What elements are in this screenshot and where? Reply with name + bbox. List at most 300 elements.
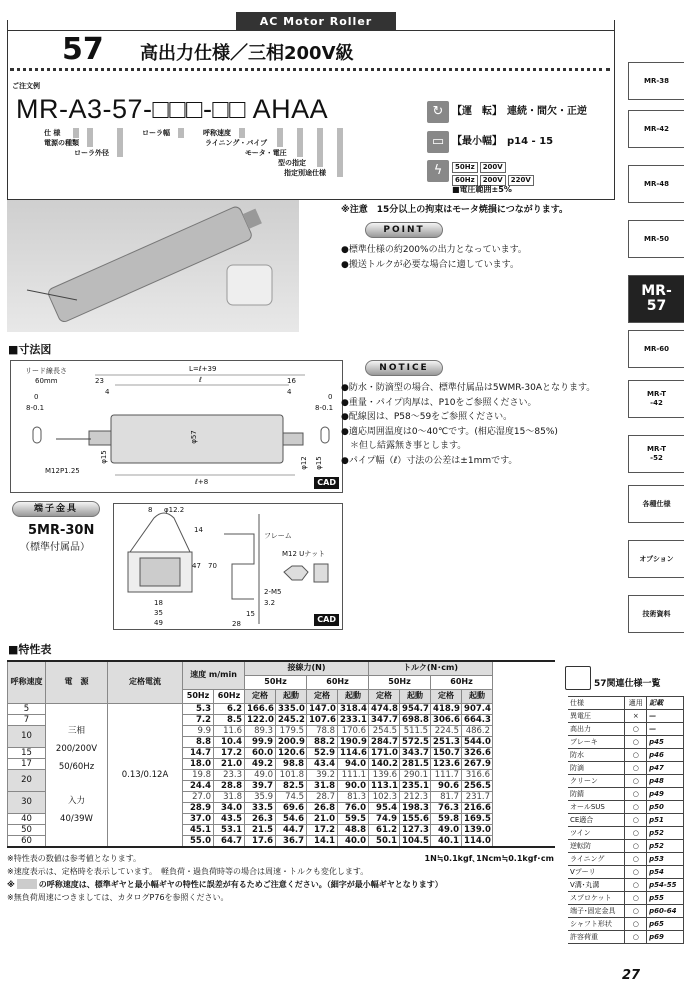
value-cell: 28.9	[183, 802, 214, 813]
value-cell: 24.4	[183, 780, 214, 791]
nav-tab[interactable]: 各種仕様	[628, 485, 684, 523]
value-cell: 245.2	[276, 714, 307, 725]
value-cell: 81.7	[431, 791, 462, 802]
dim-4-left: 4	[105, 388, 110, 396]
value-cell: 40.0	[338, 835, 369, 847]
value-cell: 74.5	[276, 791, 307, 802]
value-cell: 8.8	[183, 736, 214, 747]
series-number: 57	[62, 32, 104, 67]
value-cell: 53.1	[214, 824, 245, 835]
value-cell: 318.4	[338, 703, 369, 714]
col-start: 起動	[276, 689, 307, 703]
value-cell: 290.1	[400, 769, 431, 780]
nav-tab[interactable]: MR- 57	[628, 275, 684, 323]
dim-d15: φ15	[99, 450, 108, 464]
related-cell: p49	[647, 788, 684, 801]
power-cell: 三相 200/200V 50/60Hz 入力 40/39W	[46, 703, 108, 847]
value-cell: 21.0	[307, 813, 338, 824]
order-example-label: ご注文例	[12, 82, 40, 90]
related-heading: 57関連仕様一覧	[594, 679, 661, 689]
related-cell: ○	[625, 853, 647, 866]
value-cell: 26.8	[307, 802, 338, 813]
tol-left-value: 8-0.1	[26, 404, 45, 412]
code-label: 型の指定	[278, 159, 306, 167]
value-cell: 45.1	[183, 824, 214, 835]
table-note: ※無負荷周速につきましては、カタログP76を参照ください。	[7, 893, 229, 902]
value-cell: 21.5	[245, 824, 276, 835]
value-cell: 11.6	[214, 725, 245, 736]
dotted-divider	[10, 68, 610, 71]
code-label: 仕 様	[44, 129, 61, 137]
nav-tab[interactable]: MR-60	[628, 330, 684, 368]
dim-28: 28	[232, 620, 241, 628]
value-cell: 98.8	[276, 758, 307, 769]
nut-label: M12 Uナット	[282, 550, 326, 558]
code-label: ローラ外径	[74, 149, 109, 157]
operation-value: 連続・間欠・正逆	[507, 106, 587, 117]
related-cell: p60-64	[647, 905, 684, 918]
col-tq-60hz: 60Hz	[431, 675, 493, 689]
value-cell: 139.0	[462, 824, 493, 835]
nav-tab[interactable]: MR-48	[628, 165, 684, 203]
col-start: 起動	[338, 689, 369, 703]
related-cell: p69	[647, 931, 684, 944]
col-tq-50hz: 50Hz	[369, 675, 431, 689]
related-cell: ○	[625, 775, 647, 788]
table-heading: ■特性表	[8, 643, 52, 656]
cad-badge[interactable]: CAD	[314, 477, 339, 489]
voltage-range: ■電圧範囲±5%	[452, 185, 512, 194]
code-marker	[73, 128, 79, 138]
page-number: 27	[622, 968, 641, 983]
related-cell: シャフト形状	[568, 918, 625, 931]
related-cell: ブレーキ	[568, 736, 625, 749]
value-cell: 23.3	[214, 769, 245, 780]
value-cell: 21.0	[214, 758, 245, 769]
related-row	[568, 879, 684, 892]
related-cell: ○	[625, 723, 647, 736]
dim-15: 15	[246, 610, 255, 618]
code-marker	[297, 128, 303, 157]
thread-label: M12P1.25	[45, 467, 80, 475]
related-cell: ○	[625, 892, 647, 905]
nominal-speed: 20	[8, 769, 46, 791]
dim-49: 49	[154, 619, 163, 627]
nav-tab[interactable]: オプション	[628, 540, 684, 578]
related-row	[568, 840, 684, 853]
related-cell: CE適合	[568, 814, 625, 827]
code-label: ローラ幅	[142, 129, 170, 137]
related-cell: ○	[625, 788, 647, 801]
value-cell: 343.7	[400, 747, 431, 758]
value-cell: 48.8	[338, 824, 369, 835]
dim-3-2: 3.2	[264, 599, 276, 607]
value-cell: 54.6	[276, 813, 307, 824]
nominal-speed: 50	[8, 824, 46, 835]
value-cell: 212.3	[400, 791, 431, 802]
value-cell: 198.3	[400, 802, 431, 813]
value-cell: 114.0	[462, 835, 493, 847]
dimension-drawing	[10, 360, 343, 493]
value-cell: 88.2	[307, 736, 338, 747]
value-cell: 8.5	[214, 714, 245, 725]
value-cell: 235.1	[400, 780, 431, 791]
related-cell: ○	[625, 749, 647, 762]
code-label: ライニング・パイプ	[205, 139, 268, 147]
nav-tab[interactable]: MR-50	[628, 220, 684, 258]
point-heading: POINT	[365, 222, 443, 238]
related-row	[568, 892, 684, 905]
code-label: 呼称速度	[203, 129, 231, 137]
code-marker	[277, 128, 283, 147]
value-cell: 907.4	[462, 703, 493, 714]
code-label: モータ・電圧	[245, 149, 287, 157]
related-row	[568, 905, 684, 918]
caution-note: ※注意 15分以上の拘束はモータ焼損につながります。	[341, 205, 569, 215]
value-cell: 82.5	[276, 780, 307, 791]
related-cell: p50	[647, 801, 684, 814]
value-cell: 347.7	[369, 714, 400, 725]
value-cell: 49.0	[245, 769, 276, 780]
value-cell: 179.5	[276, 725, 307, 736]
value-cell: 111.1	[338, 769, 369, 780]
related-cell: —	[647, 710, 684, 723]
related-cell: p53	[647, 853, 684, 866]
col-tan-50hz: 50Hz	[245, 675, 307, 689]
value-cell: 76.0	[338, 802, 369, 813]
related-row	[568, 918, 684, 931]
related-cell: スプロケット	[568, 892, 625, 905]
model-code: MR-A3-57-□□□-□□ AHAA	[16, 94, 329, 124]
value-cell: 267.9	[462, 758, 493, 769]
notice-list	[341, 381, 595, 468]
value-cell: 107.6	[307, 714, 338, 725]
notice-item: ●パイプ幅（ℓ）寸法の公差は±1mmです。	[341, 455, 518, 466]
value-cell: 55.0	[183, 835, 214, 847]
nominal-speed: 15	[8, 747, 46, 758]
value-cell: 35.9	[245, 791, 276, 802]
value-cell: 17.6	[245, 835, 276, 847]
width-icon: ▭	[427, 131, 449, 153]
code-label: 電源の種類	[44, 139, 79, 147]
value-cell: 95.4	[369, 802, 400, 813]
related-row	[568, 827, 684, 840]
related-cell: ○	[625, 736, 647, 749]
power-50hz: 50Hz 200V	[452, 158, 508, 173]
col-power: 電 源	[46, 661, 108, 703]
col-speed-60hz: 60Hz	[214, 689, 245, 703]
value-cell: 61.2	[369, 824, 400, 835]
nominal-speed: 5	[8, 703, 46, 714]
value-cell: 14.7	[183, 747, 214, 758]
value-cell: 256.5	[462, 780, 493, 791]
value-cell: 14.1	[307, 835, 338, 847]
related-cell: ○	[625, 840, 647, 853]
related-cell: p47	[647, 762, 684, 775]
value-cell: 544.0	[462, 736, 493, 747]
related-cell: 許容荷重	[568, 931, 625, 944]
table-note: ※特性表の数値は参考値となります。	[7, 854, 142, 863]
code-label: 指定別途仕様	[284, 169, 326, 177]
product-photo	[7, 200, 299, 332]
value-cell: 43.4	[307, 758, 338, 769]
point-list	[341, 243, 527, 272]
related-specs-table	[568, 696, 684, 944]
value-cell: 33.5	[245, 802, 276, 813]
value-cell: 64.7	[214, 835, 245, 847]
value-cell: 37.0	[183, 813, 214, 824]
tol-left: 0	[34, 393, 39, 401]
value-cell: 60.0	[245, 747, 276, 758]
related-row	[568, 801, 684, 814]
page-title: 高出力仕様／三相200V級	[140, 43, 354, 64]
related-cell: p54-55	[647, 879, 684, 892]
value-cell: 954.7	[400, 703, 431, 714]
nav-tab[interactable]: MR-42	[628, 110, 684, 148]
lead-length-value: 60mm	[35, 377, 58, 385]
notice-item: ●重量・パイプ肉厚は、P10をご参照ください。	[341, 397, 537, 408]
related-cell: 端子･固定金具	[568, 905, 625, 918]
table-note: ※ の呼称速度は、標準ギヤと最小幅ギヤの特性に誤差が有るためご注意ください。（細字が最小幅ギヤとなります）	[7, 880, 443, 889]
code-marker	[117, 128, 123, 157]
related-cell: ○	[625, 918, 647, 931]
characteristics-table	[7, 660, 555, 848]
tol-right-value: 8-0.1	[315, 404, 334, 412]
dim-70: 70	[208, 562, 217, 570]
value-cell: 43.5	[214, 813, 245, 824]
value-cell: 127.3	[400, 824, 431, 835]
related-row	[568, 736, 684, 749]
value-cell: 10.4	[214, 736, 245, 747]
value-cell: 104.5	[400, 835, 431, 847]
nav-tab[interactable]: MR-38	[628, 62, 684, 100]
related-cell: Vプーリ	[568, 866, 625, 879]
code-marker	[317, 128, 323, 167]
col-start: 起動	[400, 689, 431, 703]
code-marker	[239, 128, 245, 138]
related-cell: p46	[647, 749, 684, 762]
value-cell: 122.0	[245, 714, 276, 725]
value-cell: 31.8	[307, 780, 338, 791]
code-marker	[178, 128, 184, 138]
dim-4-right: 4	[287, 388, 292, 396]
nav-tab[interactable]: MR-T -42	[628, 380, 684, 418]
value-cell: 6.2	[214, 703, 245, 714]
nav-tab[interactable]: MR-T -52	[628, 435, 684, 473]
dim-8: 8	[148, 506, 153, 514]
dim-l: ℓ	[199, 376, 202, 384]
col-speed: 速度 m/min	[183, 661, 245, 689]
related-cell: ツイン	[568, 827, 625, 840]
code-marker	[87, 128, 93, 147]
value-cell: 5.3	[183, 703, 214, 714]
dim-l8: ℓ+8	[195, 478, 209, 486]
terminal-model: 5MR-30N	[28, 523, 95, 538]
related-cell: オールSUS	[568, 801, 625, 814]
product-banner: AC Motor Roller	[236, 12, 396, 31]
table-row	[8, 703, 555, 714]
value-cell: 78.8	[307, 725, 338, 736]
value-cell: 474.8	[369, 703, 400, 714]
value-cell: 39.2	[307, 769, 338, 780]
notice-item: ●配線図は、P58～59をご参照ください。	[341, 412, 513, 422]
related-cell: ○	[625, 827, 647, 840]
notice-heading: NOTICE	[365, 360, 443, 376]
nominal-speed: 40	[8, 813, 46, 824]
related-cell: p52	[647, 840, 684, 853]
value-cell: 17.2	[214, 747, 245, 758]
value-cell: 18.0	[183, 758, 214, 769]
related-cell: 逆転防	[568, 840, 625, 853]
value-cell: 216.6	[462, 802, 493, 813]
related-cell: ○	[625, 905, 647, 918]
value-cell: 147.0	[307, 703, 338, 714]
related-row	[568, 762, 684, 775]
cad-badge[interactable]: CAD	[314, 614, 339, 626]
dimensions-heading: ■寸法図	[8, 343, 52, 356]
value-cell: 113.1	[369, 780, 400, 791]
dim-35: 35	[154, 609, 163, 617]
col-rated: 定格	[245, 689, 276, 703]
value-cell: 114.6	[338, 747, 369, 758]
related-row	[568, 710, 684, 723]
value-cell: 49.2	[245, 758, 276, 769]
value-cell: 19.8	[183, 769, 214, 780]
nominal-speed: 30	[8, 791, 46, 813]
related-row	[568, 866, 684, 879]
related-row	[568, 775, 684, 788]
related-cell: 適用	[625, 697, 647, 710]
minwidth-label: 【最小幅】	[452, 136, 497, 147]
dim-18: 18	[154, 599, 163, 607]
value-cell: 326.6	[462, 747, 493, 758]
table-note: ※速度表示は、定格時を表示しています。 軽負荷・過負荷時等の場合は周速・トルクも変化します。	[7, 867, 369, 876]
value-cell: 9.9	[183, 725, 214, 736]
nav-tab[interactable]: 技術資料	[628, 595, 684, 633]
related-cell: 防水	[568, 749, 625, 762]
related-cell: ○	[625, 762, 647, 775]
value-cell: 123.6	[431, 758, 462, 769]
col-tan-60hz: 60Hz	[307, 675, 369, 689]
col-current: 定格電流	[108, 661, 183, 703]
dim-47: 47	[192, 562, 201, 570]
value-cell: 59.5	[338, 813, 369, 824]
value-cell: 50.1	[369, 835, 400, 847]
value-cell: 28.7	[307, 791, 338, 802]
related-cell: p48	[647, 775, 684, 788]
value-cell: 281.5	[400, 758, 431, 769]
value-cell: 102.3	[369, 791, 400, 802]
related-row	[568, 749, 684, 762]
value-cell: 39.7	[245, 780, 276, 791]
value-cell: 90.6	[431, 780, 462, 791]
related-cell: p65	[647, 918, 684, 931]
value-cell: 511.5	[400, 725, 431, 736]
related-cell: ○	[625, 879, 647, 892]
related-row	[568, 853, 684, 866]
dim-d15-right: φ15	[314, 456, 323, 470]
value-cell: 40.1	[431, 835, 462, 847]
value-cell: 190.9	[338, 736, 369, 747]
notice-item: ●適応周囲温度は0～40℃です。(相応湿度15～85%)	[341, 426, 558, 437]
related-cell: 仕様	[568, 697, 625, 710]
code-marker	[337, 128, 343, 177]
value-cell: 81.3	[338, 791, 369, 802]
value-cell: 170.6	[338, 725, 369, 736]
value-cell: 27.0	[183, 791, 214, 802]
notice-item: ＊但し結露無き事とします。	[341, 441, 467, 451]
point-item: ●標準仕様の約200%の出力となっています。	[341, 245, 527, 255]
lead-length-label: リード線長さ	[25, 367, 67, 375]
value-cell: 140.2	[369, 758, 400, 769]
value-cell: 17.2	[307, 824, 338, 835]
col-rated: 定格	[431, 689, 462, 703]
value-cell: 166.6	[245, 703, 276, 714]
notice-item: ●防水・防滴型の場合、標準付属品は5WMR-30Aとなります。	[341, 383, 596, 393]
related-cell: 異電圧	[568, 710, 625, 723]
dim-d57: φ57	[189, 430, 198, 444]
related-row	[568, 697, 684, 710]
screw-label: 2-M5	[264, 588, 282, 596]
value-cell: 90.0	[338, 780, 369, 791]
value-cell: 69.6	[276, 802, 307, 813]
related-cell: ライニング	[568, 853, 625, 866]
value-cell: 52.9	[307, 747, 338, 758]
rotation-icon: ↻	[427, 101, 449, 123]
nominal-speed: 10	[8, 725, 46, 747]
value-cell: 94.0	[338, 758, 369, 769]
col-rated: 定格	[307, 689, 338, 703]
value-cell: 31.8	[214, 791, 245, 802]
value-cell: 224.5	[431, 725, 462, 736]
col-rated: 定格	[369, 689, 400, 703]
value-cell: 44.7	[276, 824, 307, 835]
unit-conversion: 1N≒0.1kgf､1Ncm≒0.1kgf･cm	[424, 854, 554, 863]
value-cell: 664.3	[462, 714, 493, 725]
value-cell: 111.7	[431, 769, 462, 780]
value-cell: 74.9	[369, 813, 400, 824]
related-pages-icon	[565, 666, 591, 690]
related-cell: ×	[625, 710, 647, 723]
col-speed-50hz: 50Hz	[183, 689, 214, 703]
related-cell: ○	[625, 866, 647, 879]
value-cell: 171.0	[369, 747, 400, 758]
value-cell: 233.1	[338, 714, 369, 725]
value-cell: 139.6	[369, 769, 400, 780]
value-cell: 34.0	[214, 802, 245, 813]
current-cell: 0.13/0.12A	[108, 703, 183, 847]
dim-16: 16	[287, 377, 296, 385]
related-cell: 防錆	[568, 788, 625, 801]
value-cell: 150.7	[431, 747, 462, 758]
related-row	[568, 723, 684, 736]
value-cell: 155.6	[400, 813, 431, 824]
related-cell: —	[647, 723, 684, 736]
dim-23: 23	[95, 377, 104, 385]
related-row	[568, 788, 684, 801]
related-cell: p54	[647, 866, 684, 879]
terminal-drawing	[113, 503, 343, 630]
power-60hz: 60Hz 200V 220V	[452, 171, 536, 186]
related-cell: ○	[625, 931, 647, 944]
related-cell: p45	[647, 736, 684, 749]
related-cell: ○	[625, 801, 647, 814]
related-cell: 記載	[647, 697, 684, 710]
tol-right: 0	[328, 393, 333, 401]
related-cell: p51	[647, 814, 684, 827]
dim-d12: φ12	[299, 456, 308, 470]
value-cell: 698.8	[400, 714, 431, 725]
